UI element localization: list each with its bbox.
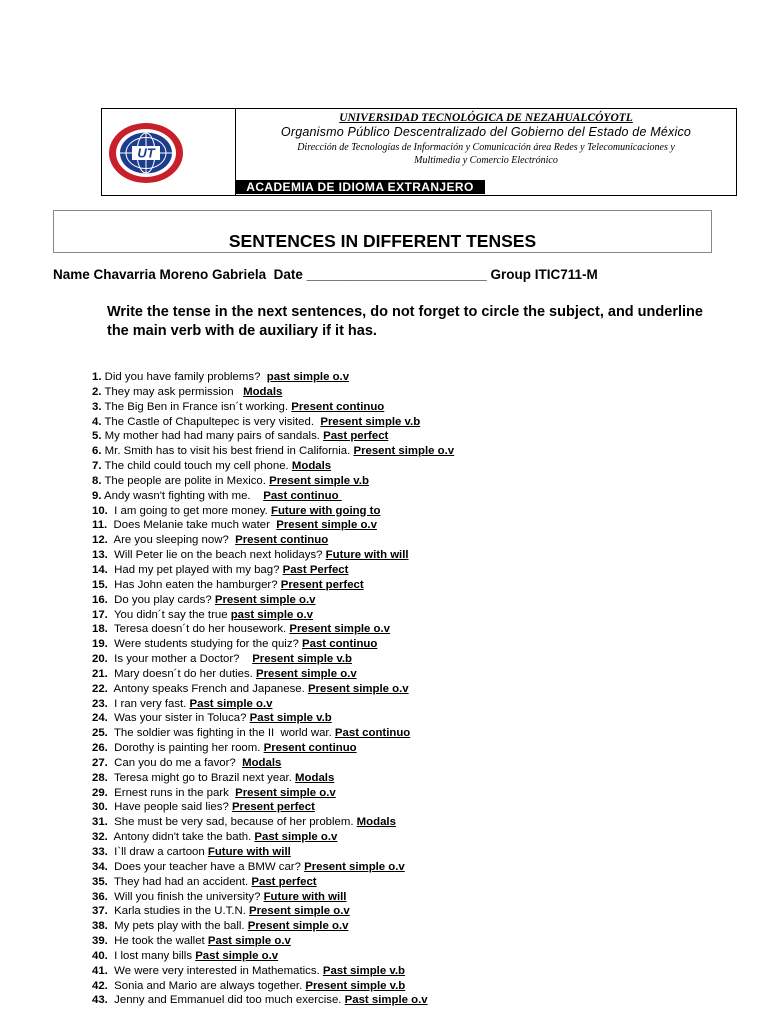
sentence-item: [92, 726, 454, 741]
sentence-number: 15.: [92, 578, 108, 591]
tense-answer: Modals: [291, 460, 332, 473]
sentence-number: 32.: [92, 831, 108, 844]
sentence-text: The Castle of Chapultepec is very visited.: [101, 415, 321, 428]
sentence-number: 29.: [92, 786, 108, 799]
sentence-number: 28.: [92, 771, 108, 784]
sentence-number: 35.: [92, 875, 108, 888]
academia-banner: ACADEMIA DE IDIOMA EXTRANJERO: [235, 180, 485, 194]
sentence-text: Were students studying for the quiz?: [107, 638, 303, 651]
logo-cell: [102, 109, 236, 195]
sentence-number: 39.: [92, 935, 108, 948]
tense-answer: Present perfect: [280, 578, 364, 591]
sentence-text: Can you do me a favor?: [107, 756, 243, 769]
sentence-item: [92, 845, 454, 860]
sentence-number: 5.: [92, 430, 102, 443]
tense-answer: Present simple o.v: [256, 667, 357, 680]
sentence-number: 12.: [92, 534, 108, 547]
sentence-item: [92, 593, 454, 608]
sentence-number: 36.: [92, 890, 108, 903]
sentence-text: Teresa doesn´t do her housework.: [107, 623, 290, 636]
sentence-number: 14.: [92, 563, 108, 576]
sentence-item: [92, 370, 454, 385]
sentence-text: I lost many bills: [107, 949, 196, 962]
sentence-number: 40.: [92, 949, 108, 962]
sentence-item: [92, 429, 454, 444]
tense-answer: Present continuo: [235, 534, 329, 547]
sentence-text: My pets play with the ball.: [107, 920, 248, 933]
sentence-text: Antony didn't take the bath.: [107, 831, 255, 844]
sentence-text: Was your sister in Toluca?: [107, 712, 250, 725]
sentence-text: Has John eaten the hamburger?: [107, 578, 281, 591]
sentence-text: The people are polite in Mexico.: [101, 474, 270, 487]
sentence-item: [92, 741, 454, 756]
sentence-text: Antony speaks French and Japanese.: [107, 682, 308, 695]
tense-answer: Past simple o.v: [189, 697, 273, 710]
sentence-text: Mr. Smith has to visit his best friend in California.: [101, 445, 354, 458]
sentence-text: I am going to get more money.: [107, 504, 271, 517]
sentence-text: The soldier was fighting in the II world war.: [107, 727, 335, 740]
instructions: Write the tense in the next sentences, do not forget to circle the subject, and underline the main verb with de auxiliary if it has.: [107, 304, 703, 339]
sentence-number: 4.: [92, 415, 102, 428]
sentence-text: The Big Ben in France isn´t working.: [101, 400, 292, 413]
title-box: [53, 210, 712, 253]
sentence-text: Sonia and Mario are always together.: [107, 979, 306, 992]
tense-answer: Past simple o.v: [207, 935, 291, 948]
sentence-text: They may ask permission: [101, 385, 244, 398]
sentence-number: 3.: [92, 400, 102, 413]
tense-answer: Present simple v.b: [320, 415, 421, 428]
sentence-item: [92, 459, 454, 474]
tense-answer: Past Perfect: [282, 563, 349, 576]
sentence-number: 31.: [92, 816, 108, 829]
tense-answer: Present simple o.v: [276, 519, 377, 532]
sentence-number: 24.: [92, 712, 108, 725]
tense-answer: Present simple v.b: [305, 979, 406, 992]
sentence-number: 19.: [92, 638, 108, 651]
sentence-text: Did you have family problems?: [101, 371, 267, 383]
tense-answer: Past simple v.b: [249, 712, 332, 725]
organism-line: Organismo Público Descentralizado del Gobierno del Estado de México: [280, 125, 692, 139]
sentence-number: 16.: [92, 593, 108, 606]
sentence-item: [92, 622, 454, 637]
tense-answer: Past simple v.b: [322, 964, 405, 977]
sentence-number: 21.: [92, 667, 108, 680]
sentence-number: 42.: [92, 979, 108, 992]
sentence-text: Will Peter lie on the beach next holidays?: [107, 549, 326, 562]
sentence-number: 22.: [92, 682, 108, 695]
tense-answer: Past continuo: [302, 638, 378, 651]
direction-line-2: Multimedia y Comercio Electrónico: [414, 155, 558, 166]
sentence-item: [92, 800, 454, 815]
sentence-item: [92, 771, 454, 786]
sentence-number: 43.: [92, 994, 108, 1007]
sentence-number: 37.: [92, 905, 108, 918]
tense-answer: Present simple o.v: [214, 593, 316, 606]
sentence-item: [92, 518, 454, 533]
sentence-item: [92, 667, 454, 682]
tense-answer: Past perfect: [251, 875, 317, 888]
sentence-number: 13.: [92, 549, 108, 562]
sentence-text: I ran very fast.: [107, 697, 190, 710]
sentence-text: My mother had had many pairs of sandals.: [101, 430, 324, 443]
sentence-number: 17.: [92, 608, 108, 621]
sentence-item: [92, 786, 454, 801]
sentence-item: [92, 711, 454, 726]
sentence-text: Ernest runs in the park: [107, 786, 236, 799]
sentence-number: 26.: [92, 742, 108, 755]
institution-header: [101, 108, 737, 196]
sentence-item: [92, 964, 454, 979]
sentence-text: He took the wallet: [107, 935, 208, 948]
tense-answer: Present simple o.v: [289, 623, 391, 636]
sentence-number: 23.: [92, 697, 108, 710]
sentence-number: 25.: [92, 727, 108, 740]
sentence-item: [92, 815, 454, 830]
sentence-item: [92, 415, 454, 430]
sentence-number: 10.: [92, 504, 108, 517]
sentence-number: 2.: [92, 385, 102, 398]
sentence-text: Does Melanie take much water: [107, 519, 277, 532]
sentence-item: [92, 890, 454, 905]
tense-answer: Present continuo: [263, 742, 357, 755]
sentence-item: [92, 474, 454, 489]
sentence-number: 34.: [92, 860, 108, 873]
sentence-number: 8.: [92, 474, 102, 487]
logo-text: UT: [137, 145, 155, 161]
sentence-number: 7.: [92, 460, 102, 473]
sentence-text: Jenny and Emmanuel did too much exercise.: [107, 994, 345, 1007]
tense-answer: Future with will: [207, 846, 291, 858]
sentence-item: [92, 400, 454, 415]
sentence-item: [92, 652, 454, 667]
tense-answer: Modals: [356, 816, 396, 829]
university-logo: [108, 122, 184, 184]
sentence-text: You didn´t say the true: [107, 608, 231, 621]
sentence-number: 41.: [92, 964, 108, 977]
sentence-number: 30.: [92, 801, 108, 814]
sentence-item: [92, 578, 454, 593]
tense-answer: Present simple o.v: [235, 786, 336, 799]
sentence-number: 11.: [92, 519, 108, 532]
tense-answer: Present simple o.v: [249, 905, 350, 918]
name-date-group-line: Name Chavarria Moreno Gabriela Date ________________________ Group ITIC711-M: [53, 267, 598, 282]
tense-answer: Present perfect: [231, 801, 315, 814]
sentence-item: [92, 993, 454, 1008]
sentence-list: [92, 370, 454, 1008]
tense-answer: Past continuo: [263, 489, 342, 502]
sentence-item: [92, 949, 454, 964]
sentence-text: Have people said lies?: [107, 801, 232, 814]
sentence-text: Is your mother a Doctor?: [107, 653, 253, 666]
tense-answer: Past simple o.v: [254, 831, 338, 844]
page-title: SENTENCES IN DIFFERENT TENSES: [228, 231, 537, 251]
sentence-text: Teresa might go to Brazil next year.: [107, 771, 296, 784]
sentence-text: Andy wasn't fighting with me.: [101, 489, 264, 502]
tense-answer: Present simple v.b: [252, 653, 352, 666]
sentence-item: [92, 682, 454, 697]
tense-answer: Past perfect: [323, 430, 389, 443]
tense-answer: Present simple o.v: [307, 682, 409, 695]
sentence-item: [92, 830, 454, 845]
tense-answer: Past simple o.v: [344, 994, 428, 1007]
sentence-text: Karla studies in the U.T.N.: [107, 905, 250, 918]
sentence-number: 20.: [92, 653, 108, 666]
tense-answer: Present simple o.v: [304, 860, 405, 873]
sentence-item: [92, 504, 454, 519]
sentence-item: [92, 756, 454, 771]
sentence-item: [92, 444, 454, 459]
sentence-item: [92, 979, 454, 994]
tense-answer: Present simple o.v: [353, 445, 455, 458]
tense-answer: Present simple v.b: [269, 474, 369, 487]
sentence-number: 27.: [92, 756, 108, 769]
sentence-number: 38.: [92, 920, 108, 933]
tense-answer: past simple o.v: [266, 371, 350, 383]
university-name: UNIVERSIDAD TECNOLÓGICA DE NEZAHUALCÓYOTL: [339, 112, 633, 124]
sentence-item: [92, 608, 454, 623]
tense-answer: Future with going to: [270, 504, 381, 517]
sentence-item: [92, 919, 454, 934]
sentence-text: She must be very sad, because of her problem.: [107, 816, 357, 829]
sentence-text: Will you finish the university?: [107, 890, 264, 903]
tense-answer: Present continuo: [291, 400, 385, 413]
sentence-number: 18.: [92, 623, 108, 636]
sentence-text: I`ll draw a cartoon: [107, 846, 208, 858]
tense-answer: Modals: [295, 771, 335, 784]
sentence-text: Does your teacher have a BMW car?: [107, 860, 305, 873]
sentence-text: The child could touch my cell phone.: [101, 460, 292, 473]
direction-line-1: Dirección de Tecnologías de Información y Comunicación área Redes y Telecomunicaciones y: [297, 142, 675, 153]
sentence-item: [92, 563, 454, 578]
tense-answer: Modals: [242, 756, 282, 769]
sentence-item: [92, 637, 454, 652]
sentence-item: [92, 934, 454, 949]
tense-answer: Past continuo: [334, 727, 411, 740]
tense-answer: Future with will: [325, 549, 409, 562]
sentence-number: 1.: [92, 371, 102, 383]
sentence-item: [92, 904, 454, 919]
sentence-item: [92, 860, 454, 875]
sentence-text: We were very interested in Mathematics.: [107, 964, 323, 977]
sentence-text: Dorothy is painting her room.: [107, 742, 264, 755]
sentence-number: 33.: [92, 846, 108, 858]
sentence-item: [92, 548, 454, 563]
tense-answer: Past simple o.v: [195, 949, 279, 962]
sentence-item: [92, 533, 454, 548]
sentence-text: Are you sleeping now?: [107, 534, 236, 547]
sentence-text: Had my pet played with my bag?: [107, 563, 283, 576]
sentence-text: Mary doesn´t do her duties.: [107, 667, 256, 680]
sentence-number: 9.: [92, 489, 102, 502]
tense-answer: Modals: [243, 385, 283, 398]
sentence-item: [92, 697, 454, 712]
sentence-item: [92, 385, 454, 400]
sentence-item: [92, 489, 454, 504]
tense-answer: Present simple o.v: [247, 920, 349, 933]
tense-answer: past simple o.v: [230, 608, 313, 621]
sentence-text: Do you play cards?: [107, 593, 215, 606]
sentence-text: They had had an accident.: [107, 875, 252, 888]
sentence-number: 6.: [92, 445, 102, 458]
tense-answer: Future with will: [263, 890, 347, 903]
sentence-item: [92, 875, 454, 890]
